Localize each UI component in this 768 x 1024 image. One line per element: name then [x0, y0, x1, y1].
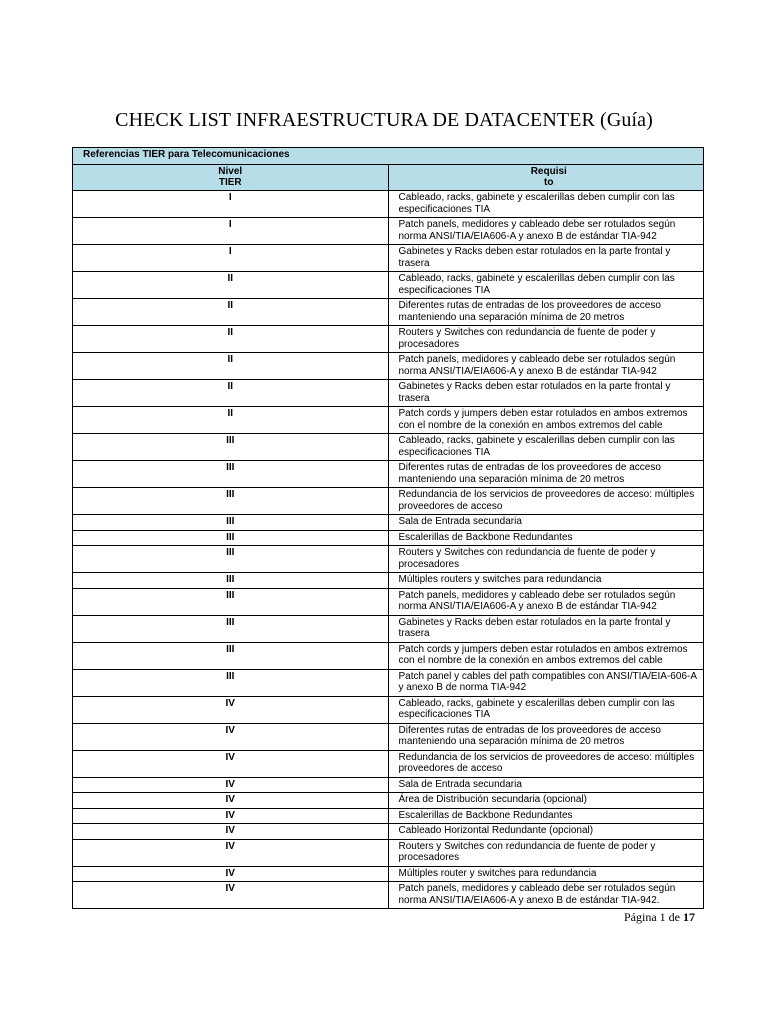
requirement-cell: Patch panels, medidores y cableado debe ser rotulados según norma ANSI/TIA/EIA606-A y anexo B de estándar TIA-942: [388, 588, 704, 615]
tier-level-cell: IV: [73, 696, 389, 723]
header-requirement-cell: [388, 165, 704, 191]
table-row: [73, 488, 704, 515]
tier-level-cell: III: [73, 573, 389, 589]
tier-level-cell: IV: [73, 750, 389, 777]
table-row: [73, 723, 704, 750]
table-header-row: [73, 165, 704, 191]
document-title: CHECK LIST INFRAESTRUCTURA DE DATACENTER (Guía): [115, 109, 653, 131]
tier-level-cell: I: [73, 218, 389, 245]
requirement-cell: Routers y Switches con redundancia de fuente de poder y procesadores: [388, 326, 704, 353]
requirement-cell: Cableado, racks, gabinete y escalerillas deben cumplir con las especificaciones TIA: [388, 696, 704, 723]
header-tier-cell: [73, 165, 389, 191]
table-row: [73, 434, 704, 461]
requirement-cell: Gabinetes y Racks deben estar rotulados en la parte frontal y trasera: [388, 380, 704, 407]
requirement-cell: Escalerillas de Backbone Redundantes: [388, 530, 704, 546]
table-row: [73, 793, 704, 809]
table-row: [73, 669, 704, 696]
table-row: [73, 299, 704, 326]
requirement-cell: Routers y Switches con redundancia de fuente de poder y procesadores: [388, 546, 704, 573]
requirement-cell: Sala de Entrada secundaria: [388, 777, 704, 793]
requirement-cell: Diferentes rutas de entradas de los proveedores de acceso manteniendo una separación mínima de 20 metros: [388, 299, 704, 326]
table-section-title: Referencias TIER para Telecomunicaciones: [73, 148, 704, 165]
tier-level-cell: IV: [73, 866, 389, 882]
table-row: [73, 272, 704, 299]
header-tier-line2: TIER: [218, 177, 242, 188]
requirement-cell: Patch panel y cables del path compatibles con ANSI/TIA/EIA-606-A y anexo B de norma TIA-942: [388, 669, 704, 696]
tier-level-cell: III: [73, 461, 389, 488]
table-row: [73, 245, 704, 272]
tier-level-cell: III: [73, 642, 389, 669]
table-row: [73, 530, 704, 546]
table-row: [73, 191, 704, 218]
header-tier-line1: Nivel: [218, 166, 243, 177]
table-row: [73, 546, 704, 573]
tier-level-cell: III: [73, 434, 389, 461]
tier-level-cell: III: [73, 488, 389, 515]
tier-level-cell: II: [73, 407, 389, 434]
tier-level-cell: IV: [73, 777, 389, 793]
table-row: [73, 218, 704, 245]
requirement-cell: Gabinetes y Racks deben estar rotulados en la parte frontal y trasera: [388, 245, 704, 272]
tier-level-cell: IV: [73, 882, 389, 909]
table-row: [73, 824, 704, 840]
table-row: [73, 588, 704, 615]
table-row: [73, 866, 704, 882]
table-row: [73, 777, 704, 793]
tier-level-cell: I: [73, 245, 389, 272]
requirement-cell: Escalerillas de Backbone Redundantes: [388, 808, 704, 824]
table-row: [73, 573, 704, 589]
table-row: [73, 515, 704, 531]
requirement-cell: Patch panels, medidores y cableado debe ser rotulados según norma ANSI/TIA/EIA606-A y anexo B de estándar TIA-942: [388, 218, 704, 245]
requirement-cell: Diferentes rutas de entradas de los proveedores de acceso manteniendo una separación mínima de 20 metros: [388, 723, 704, 750]
tier-level-cell: III: [73, 615, 389, 642]
table-row: [73, 882, 704, 909]
header-req-line2: to: [544, 177, 554, 188]
table-body: [73, 148, 704, 909]
table-row: [73, 642, 704, 669]
table-section-title-row: [73, 148, 704, 165]
tier-level-cell: III: [73, 588, 389, 615]
requirement-cell: Cableado, racks, gabinete y escalerillas deben cumplir con las especificaciones TIA: [388, 272, 704, 299]
requirement-cell: Múltiples router y switches para redundancia: [388, 866, 704, 882]
requirement-cell: Gabinetes y Racks deben estar rotulados en la parte frontal y trasera: [388, 615, 704, 642]
tier-level-cell: III: [73, 669, 389, 696]
tier-level-cell: II: [73, 299, 389, 326]
requirement-cell: Área de Distribución secundaria (opcional): [388, 793, 704, 809]
requirement-cell: Cableado, racks, gabinete y escalerillas deben cumplir con las especificaciones TIA: [388, 434, 704, 461]
tier-level-cell: II: [73, 380, 389, 407]
requirement-cell: Routers y Switches con redundancia de fuente de poder y procesadores: [388, 839, 704, 866]
table-row: [73, 353, 704, 380]
tier-level-cell: IV: [73, 824, 389, 840]
tier-level-cell: IV: [73, 793, 389, 809]
tier-level-cell: III: [73, 530, 389, 546]
tier-level-cell: IV: [73, 723, 389, 750]
requirement-cell: Cableado Horizontal Redundante (opcional): [388, 824, 704, 840]
table-row: [73, 839, 704, 866]
page-footer: [624, 910, 695, 925]
tier-level-cell: IV: [73, 839, 389, 866]
requirement-cell: Múltiples routers y switches para redundancia: [388, 573, 704, 589]
table-row: [73, 615, 704, 642]
page-number-label: Página 1 de: [624, 910, 680, 924]
table-row: [73, 808, 704, 824]
table-row: [73, 380, 704, 407]
tier-level-cell: II: [73, 272, 389, 299]
requirement-cell: Sala de Entrada secundaria: [388, 515, 704, 531]
header-req-line1: Requisi: [530, 166, 567, 177]
tier-level-cell: IV: [73, 808, 389, 824]
requirement-cell: Patch panels, medidores y cableado debe ser rotulados según norma ANSI/TIA/EIA606-A y anexo B de estándar TIA-942.: [388, 882, 704, 909]
tier-requirements-table: [72, 147, 704, 909]
requirement-cell: Diferentes rutas de entradas de los proveedores de acceso manteniendo una separación mínima de 20 metros: [388, 461, 704, 488]
requirement-cell: Patch panels, medidores y cableado debe ser rotulados según norma ANSI/TIA/EIA606-A y anexo B de estándar TIA-942: [388, 353, 704, 380]
requirement-cell: Patch cords y jumpers deben estar rotulados en ambos extremos con el nombre de la conexión en ambos extremos del cable: [388, 407, 704, 434]
table-row: [73, 696, 704, 723]
table-row: [73, 461, 704, 488]
tier-level-cell: II: [73, 353, 389, 380]
tier-level-cell: I: [73, 191, 389, 218]
table-row: [73, 750, 704, 777]
table-row: [73, 407, 704, 434]
requirement-cell: Redundancia de los servicios de proveedores de acceso: múltiples proveedores de acceso: [388, 488, 704, 515]
page-total: 17: [683, 910, 695, 924]
tier-level-cell: II: [73, 326, 389, 353]
tier-level-cell: III: [73, 515, 389, 531]
tier-level-cell: III: [73, 546, 389, 573]
table-row: [73, 326, 704, 353]
requirement-cell: Redundancia de los servicios de proveedores de acceso: múltiples proveedores de acceso: [388, 750, 704, 777]
requirement-cell: Cableado, racks, gabinete y escalerillas deben cumplir con las especificaciones TIA: [388, 191, 704, 218]
requirement-cell: Patch cords y jumpers deben estar rotulados en ambos extremos con el nombre de la conexión en ambos extremos del cable: [388, 642, 704, 669]
